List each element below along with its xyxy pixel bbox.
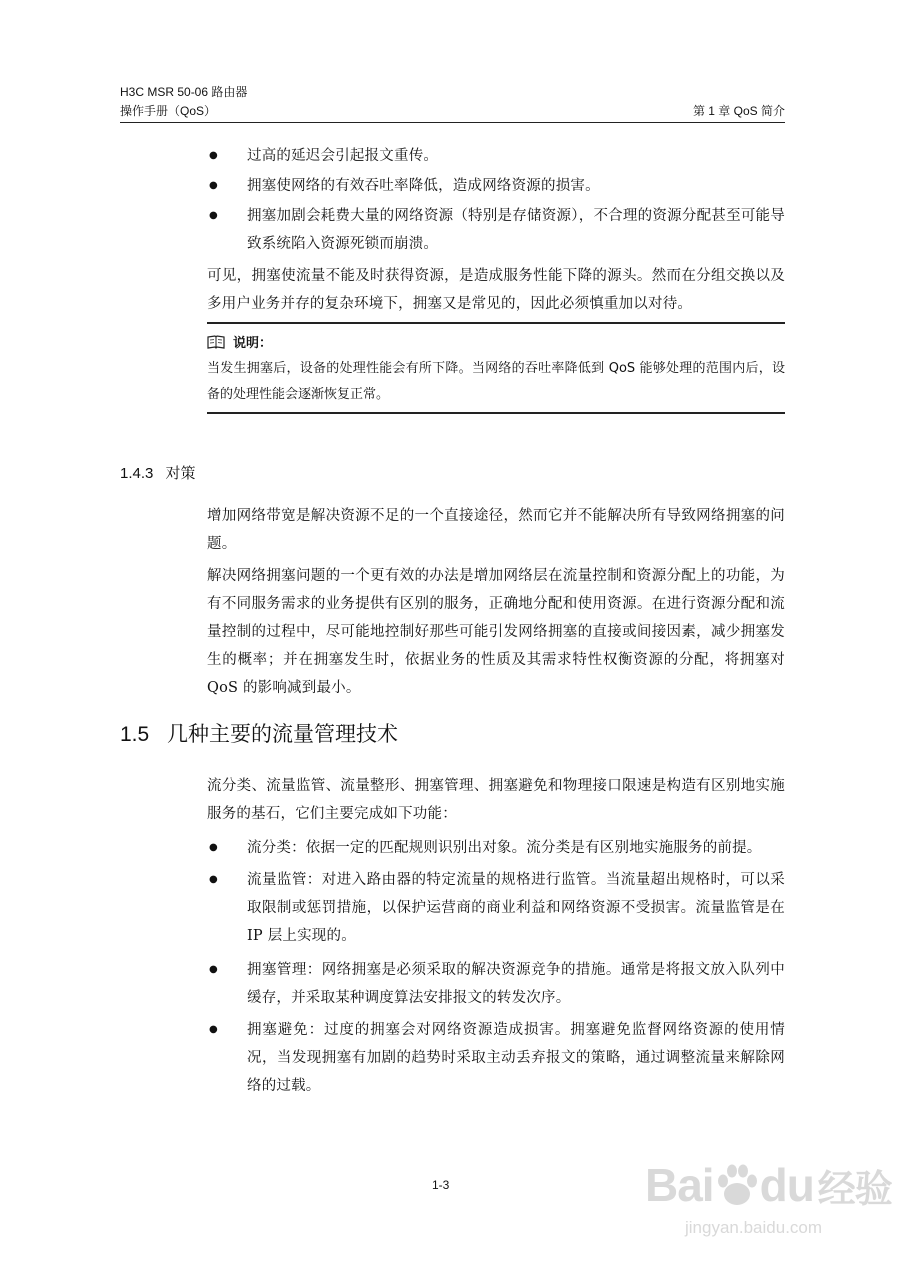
section-143-heading (120, 462, 196, 483)
bullet-marker: ● (209, 842, 218, 853)
watermark-brand: Bai (645, 1159, 714, 1211)
header-product: H3C MSR 50-06 路由器 (120, 85, 248, 99)
section-15-bullet-2: 流量监管：对进入路由器的特定流量的规格进行监管。当流量超出规格时，可以采取限制或惩罚措施，以保护运营商的商业利益和网络资源不受损害。流量监管是在 IP 层上实现的。 (247, 872, 785, 944)
note-text: 当发生拥塞后，设备的处理性能会有所下降。当网络的吞吐率降低到 QoS 能够处理的范围内后，设备的处理性能会逐渐恢复正常。 (207, 361, 785, 402)
note-label: 说明： (233, 335, 273, 351)
paw-icon (715, 1161, 759, 1209)
bullet-marker: ● (209, 964, 218, 975)
section-15-bullet-1: 流分类：依据一定的匹配规则识别出对象。流分类是有区别地实施服务的前提。 (247, 840, 762, 856)
watermark-brand-2: du (759, 1159, 814, 1211)
section-15-intro: 流分类、流量监管、流量整形、拥塞管理、拥塞避免和物理接口限速是构造有区别地实施服务的基石，它们主要完成如下功能： (207, 778, 785, 822)
note-top-rule (207, 322, 785, 324)
section-143-number: 1.4.3 (120, 465, 154, 482)
header-manual: 操作手册（QoS） (120, 104, 217, 118)
page-number: 1-3 (432, 1178, 450, 1192)
section-15-title: 几种主要的流量管理技术 (167, 723, 399, 746)
section-143-title: 对策 (165, 465, 196, 482)
bullet-marker: ● (209, 180, 218, 191)
bullet-marker: ● (209, 210, 218, 221)
book-icon (207, 334, 225, 348)
header-chapter: 第 1 章 QoS 简介 (692, 104, 785, 118)
section-15-bullet-4: 拥塞避免：过度的拥塞会对网络资源造成损害。拥塞避免监督网络资源的使用情况，当发现拥塞有加剧的趋势时采取主动丢弃报文的策略，通过调整流量来解除网络的过载。 (247, 1022, 785, 1094)
top-bullet-3: 拥塞加剧会耗费大量的网络资源（特别是存储资源），不合理的资源分配甚至可能导致系统陷入资源死锁而崩溃。 (247, 208, 785, 252)
note-header (207, 330, 272, 352)
header-rule (120, 122, 785, 123)
watermark-cn: 经验 (817, 1166, 892, 1211)
section-143-para-1: 增加网络带宽是解决资源不足的一个直接途径，然而它并不能解决所有导致网络拥塞的问题。 (207, 508, 785, 552)
section-15-number: 1.5 (120, 723, 150, 746)
section-15-heading (120, 718, 398, 748)
bullet-marker: ● (209, 874, 218, 885)
top-bullet-2: 拥塞使网络的有效吞吐率降低，造成网络资源的损害。 (247, 178, 600, 194)
bullet-marker: ● (209, 150, 218, 161)
top-bullet-1: 过高的延迟会引起报文重传。 (247, 148, 439, 164)
bullet-marker: ● (209, 1024, 218, 1035)
conclusion-paragraph: 可见，拥塞使流量不能及时获得资源，是造成服务性能下降的源头。然而在分组交换以及多用户业务并存的复杂环境下，拥塞又是常见的，因此必须慎重加以对待。 (207, 268, 785, 312)
section-143-para-2: 解决网络拥塞问题的一个更有效的办法是增加网络层在流量控制和资源分配上的功能，为有不同服务需求的业务提供有区别的服务，正确地分配和使用资源。在进行资源分配和流量控制的过程中，尽可能地控制好那些可能引发网络拥塞的直接或间接因素，减少拥塞发生的概率；并在拥塞发生时，依据业务的性质及其需求特性权衡资源的分配，将拥塞对 QoS 的影响减到最小。 (207, 568, 785, 696)
section-15-bullet-3: 拥塞管理：网络拥塞是必须采取的解决资源竞争的措施。通常是将报文放入队列中缓存，并采取某种调度算法安排报文的转发次序。 (247, 962, 785, 1006)
note-bottom-rule (207, 412, 785, 414)
watermark-logo (645, 1150, 892, 1220)
watermark-url: jingyan.baidu.com (685, 1218, 823, 1237)
